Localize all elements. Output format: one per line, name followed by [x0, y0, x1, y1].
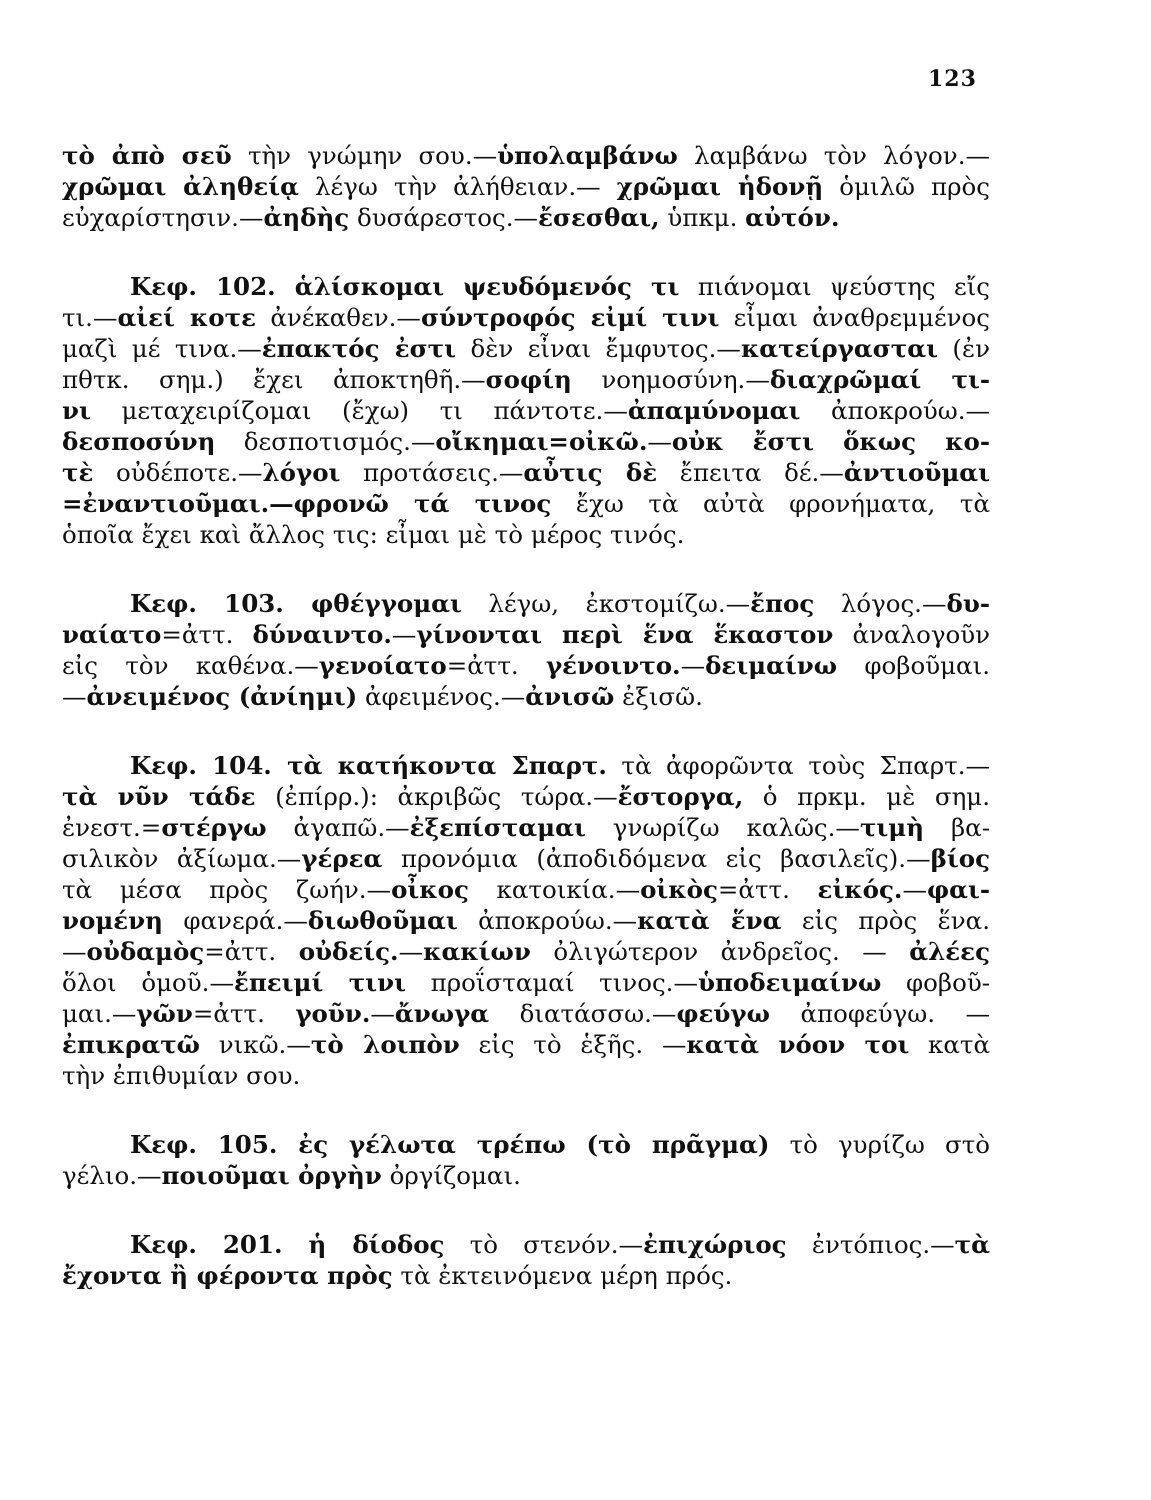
gloss: ἀποφεύγω. — — [769, 999, 990, 1028]
gloss: πθτκ. σημ.) ἔχει ἀποκτηθῆ.— — [62, 365, 486, 394]
text-line — [62, 1060, 990, 1091]
headword: τὸ ἀπὸ σεῦ — [62, 141, 232, 170]
headword: δεσποσύνη — [62, 427, 216, 456]
text-line — [62, 271, 990, 302]
gloss: τὴν ἐπιθυμίαν σου. — [62, 1061, 301, 1090]
gloss: διατάσσω.— — [489, 999, 677, 1028]
gloss: ὀργίζομαι. — [381, 1161, 521, 1190]
gloss: — — [62, 937, 87, 966]
gloss: δὲν εἶναι ἔμφυτος.— — [456, 334, 741, 363]
headword: κατὰ ἕνα — [637, 906, 782, 935]
headword: κατείργασται — [740, 334, 938, 363]
text-line — [62, 519, 990, 550]
gloss: κατοικία.— — [468, 875, 641, 904]
gloss: ἐξισῶ. — [614, 682, 703, 711]
text-line — [62, 202, 990, 233]
gloss: πιάνομαι ψεύστης εἴς — [679, 272, 990, 301]
text-body — [62, 140, 990, 1291]
gloss: κατὰ — [909, 1030, 991, 1059]
gloss: τὴν γνώμην σου.— — [231, 141, 498, 170]
headword: τὸ λοιπὸν — [310, 1030, 460, 1059]
headword: χρῶμαι ἡδονῇ — [616, 172, 824, 201]
text-line — [62, 1160, 990, 1191]
gloss: γνωρίζω καλῶς.— — [585, 813, 860, 842]
gloss: προΐσταμαί τινος.— — [405, 968, 698, 997]
headword: βίος — [930, 844, 990, 873]
headword: ἡ δίοδος — [308, 1230, 445, 1259]
headword: ἔστοργα, — [617, 782, 744, 811]
headword: ἐξεπίσταμαι — [409, 813, 586, 842]
gloss: — — [902, 875, 927, 904]
gloss: ἐνεστ.= — [62, 813, 162, 842]
gloss: ἔπειτα δέ.— — [657, 458, 844, 487]
headword: γοῦν. — [295, 999, 371, 1028]
text-line — [62, 588, 990, 619]
headword: δυ- — [946, 589, 990, 618]
paragraph — [62, 1129, 990, 1191]
text-line — [62, 457, 990, 488]
text-line — [62, 750, 990, 781]
headword: τὰ — [954, 1230, 990, 1259]
text-line — [62, 905, 990, 936]
headword: οἰκὸς — [640, 875, 718, 904]
gloss: βα- — [924, 813, 991, 842]
gloss: ὁ πρκμ. μὲ σημ. — [743, 782, 990, 811]
text-line — [62, 681, 990, 712]
headword: ἀλέες — [909, 937, 990, 966]
headword: ὑπολαμβάνω — [497, 141, 678, 170]
gloss: =ἀττ. — [717, 875, 818, 904]
text-line — [62, 874, 990, 905]
text-line — [62, 364, 990, 395]
headword: Κεφ. 102. — [130, 272, 295, 301]
headword: λόγοι — [262, 458, 341, 487]
headword: κατὰ νόον τοι — [686, 1030, 910, 1059]
headword: φθέγγομαι — [311, 589, 462, 618]
text-line — [62, 1260, 990, 1291]
gloss: τὰ ἐκτεινόμενα μέρη πρός. — [392, 1261, 733, 1290]
headword: οἶκος — [391, 875, 469, 904]
headword: διωθοῦμαι — [307, 906, 458, 935]
text-line — [62, 333, 990, 364]
gloss: =ἀττ. — [446, 651, 546, 680]
gloss: ἀναλογοῦν — [833, 620, 991, 649]
headword: στέργω — [161, 813, 267, 842]
gloss: προτάσεις.— — [340, 458, 524, 487]
headword: ναίατο — [62, 620, 162, 649]
gloss: σιλικὸν ἀξίωμα.— — [62, 844, 302, 873]
gloss: — — [680, 651, 706, 680]
headword: αἰεί κοτε — [117, 303, 257, 332]
gloss: μεταχειρίζομαι (ἔχω) τι πάντοτε.— — [90, 396, 628, 425]
headword: ἁλίσκομαι ψευδόμενός τι — [294, 272, 680, 301]
headword: ἀηδὴς — [263, 203, 350, 232]
paragraph — [62, 271, 990, 550]
paragraph — [62, 750, 990, 1091]
headword: ἀνειμένος (ἀνίημι) — [86, 682, 358, 711]
gloss: ὁμιλῶ πρὸς — [823, 172, 990, 201]
gloss: φοβοῦμαι. — [837, 651, 990, 680]
headword: Κεφ. 105. — [130, 1130, 299, 1159]
text-line — [62, 302, 990, 333]
gloss: ἀγαπῶ.— — [266, 813, 410, 842]
text-line — [62, 1229, 990, 1260]
text-line — [62, 1029, 990, 1060]
gloss: τὰ μέσα πρὸς ζωήν.— — [62, 875, 392, 904]
paragraph — [62, 1229, 990, 1291]
gloss: ἀνέκαθεν.— — [256, 303, 421, 332]
gloss: ἀποκρούω.— — [800, 396, 991, 425]
headword: τιμὴ — [859, 813, 925, 842]
gloss: τι.— — [62, 303, 118, 332]
headword: οἴκημαι=οἰκῶ. — [435, 427, 648, 456]
gloss: τὸ γυρίζω στὸ — [769, 1130, 990, 1159]
headword: ἀντιοῦμαι — [843, 458, 990, 487]
text-line — [62, 843, 990, 874]
gloss: τὰ ἀφορῶντα τοὺς Σπαρτ.— — [606, 751, 990, 780]
gloss: ὀλιγώτερον ἀνδρεῖος. — — [530, 937, 910, 966]
paragraph — [62, 588, 990, 712]
headword: ἐς γέλωτα τρέπω (τὸ πρᾶγμα) — [298, 1130, 770, 1159]
gloss: ἔχω τὰ αὐτὰ φρονήματα, τὰ — [551, 489, 990, 518]
gloss: — — [398, 937, 424, 966]
headword: φρονῶ τά τινος — [293, 489, 552, 518]
headword: νομένη — [62, 906, 163, 935]
gloss: ὑπκμ. — [659, 203, 746, 232]
gloss: ὁποῖα ἔχει καὶ ἄλλος τις: εἶμαι μὲ τὸ μέρος τινός. — [62, 520, 685, 549]
headword: =ἐναντιοῦμαι.— — [62, 489, 294, 518]
headword: γενοίατο — [318, 651, 447, 680]
gloss: προνόμια (ἀποδιδόμενα εἰς βασιλεῖς).— — [382, 844, 931, 873]
gloss: λέγω, ἐκστομίζω.— — [461, 589, 751, 618]
headword: Κεφ. 104. — [130, 751, 288, 780]
gloss: γέλιο.— — [62, 1161, 162, 1190]
gloss: λαμβάνω τὸν λόγον.— — [677, 141, 990, 170]
headword: Κεφ. 201. — [130, 1230, 309, 1259]
headword: οὐδείς. — [298, 937, 399, 966]
text-line — [62, 395, 990, 426]
gloss: =ἀττ. — [161, 620, 253, 649]
headword: ἔχοντα ἢ φέροντα πρὸς — [62, 1261, 393, 1290]
gloss: μαι.— — [62, 999, 137, 1028]
gloss: =ἀττ. — [204, 937, 299, 966]
gloss: μαζὶ μέ τινα.— — [62, 334, 262, 363]
gloss: λόγος.— — [814, 589, 947, 618]
headword: φαι- — [926, 875, 990, 904]
headword: νι — [62, 396, 91, 425]
headword: χρῶμαι ἀληθείᾳ — [62, 172, 299, 201]
text-line — [62, 781, 990, 812]
headword: ἔσεσθαι, — [538, 203, 660, 232]
text-line — [62, 967, 990, 998]
gloss: νικῶ.— — [200, 1030, 311, 1059]
headword: τὰ νῦν τάδε — [62, 782, 256, 811]
gloss: ἐντόπιος.— — [786, 1230, 955, 1259]
headword: Κεφ. 103. — [130, 589, 312, 618]
headword: διαχρῶμαί τι- — [769, 365, 990, 394]
gloss: εἰς πρὸς ἕνα. — [781, 906, 991, 935]
gloss: ὅλοι ὁμοῦ.— — [62, 968, 234, 997]
gloss: — — [370, 999, 395, 1028]
paragraph — [62, 140, 990, 233]
text-line — [62, 488, 990, 519]
gloss: φανερά.— — [162, 906, 308, 935]
text-line — [62, 650, 990, 681]
headword: σύντροφός εἰμί τινι — [420, 303, 720, 332]
gloss: δυσάρεστος.— — [349, 203, 539, 232]
gloss: — — [647, 427, 672, 456]
page-number: 123 — [928, 66, 977, 92]
gloss: νοημοσύνη.— — [571, 365, 770, 394]
text-line — [62, 998, 990, 1029]
headword: ἀπαμύνομαι — [627, 396, 801, 425]
gloss: — — [391, 620, 417, 649]
headword: ποιοῦμαι ὀργὴν — [161, 1161, 382, 1190]
headword: δειμαίνω — [705, 651, 838, 680]
text-line — [62, 812, 990, 843]
gloss: οὐδέποτε.— — [93, 458, 263, 487]
gloss: δεσποτισμός.— — [215, 427, 436, 456]
headword: ἔπος — [750, 589, 815, 618]
headword: αὖτις δὲ — [523, 458, 658, 487]
headword: γίνονται περὶ ἕνα ἕκαστον — [416, 620, 834, 649]
headword: οὐδαμὸς — [86, 937, 205, 966]
gloss: — — [62, 682, 87, 711]
gloss: ἀφειμένος.— — [357, 682, 526, 711]
headword: ἐπακτός ἐστι — [261, 334, 457, 363]
text-line — [62, 619, 990, 650]
headword: ἔπειμί τινι — [233, 968, 406, 997]
headword: εἰκός. — [817, 875, 903, 904]
headword: τὰ κατήκοντα Σπαρτ. — [287, 751, 607, 780]
gloss: ἀποκρούω.— — [457, 906, 638, 935]
headword: σοφίη — [485, 365, 572, 394]
headword: ἄνωγα — [394, 999, 490, 1028]
headword: οὐκ ἔστι ὅκως κο- — [671, 427, 990, 456]
gloss: (ἐν — [937, 334, 991, 363]
headword: δύναιντο. — [252, 620, 392, 649]
gloss: εἰς τὸ ἑξῆς. — — [459, 1030, 687, 1059]
headword: αὐτόν. — [745, 203, 840, 232]
headword: φεύγω — [676, 999, 770, 1028]
headword: γένοιντο. — [545, 651, 681, 680]
headword: τὲ — [62, 458, 94, 487]
gloss: τὸ στενόν.— — [444, 1230, 644, 1259]
headword: ἐπιχώριος — [643, 1230, 787, 1259]
text-line — [62, 936, 990, 967]
text-line — [62, 140, 990, 171]
gloss: εὐχαρίστησιν.— — [62, 203, 264, 232]
gloss: =ἀττ. — [192, 999, 296, 1028]
headword: γῶν — [136, 999, 193, 1028]
headword: γέρεα — [301, 844, 383, 873]
gloss: (ἐπίρρ.): ἀκριβῶς τώρα.— — [255, 782, 618, 811]
headword: ἀνισῶ — [525, 682, 615, 711]
headword: ἐπικρατῶ — [62, 1030, 201, 1059]
gloss: εἰς τὸν καθένα.— — [62, 651, 319, 680]
gloss: λέγω τὴν ἀλήθειαν.— — [298, 172, 617, 201]
gloss: φοβοῦ- — [881, 968, 991, 997]
text-line — [62, 1129, 990, 1160]
text-line — [62, 426, 990, 457]
headword: κακίων — [423, 937, 531, 966]
headword: ὑποδειμαίνω — [697, 968, 882, 997]
text-line — [62, 171, 990, 202]
gloss: εἶμαι ἀναθρεμμένος — [719, 303, 990, 332]
